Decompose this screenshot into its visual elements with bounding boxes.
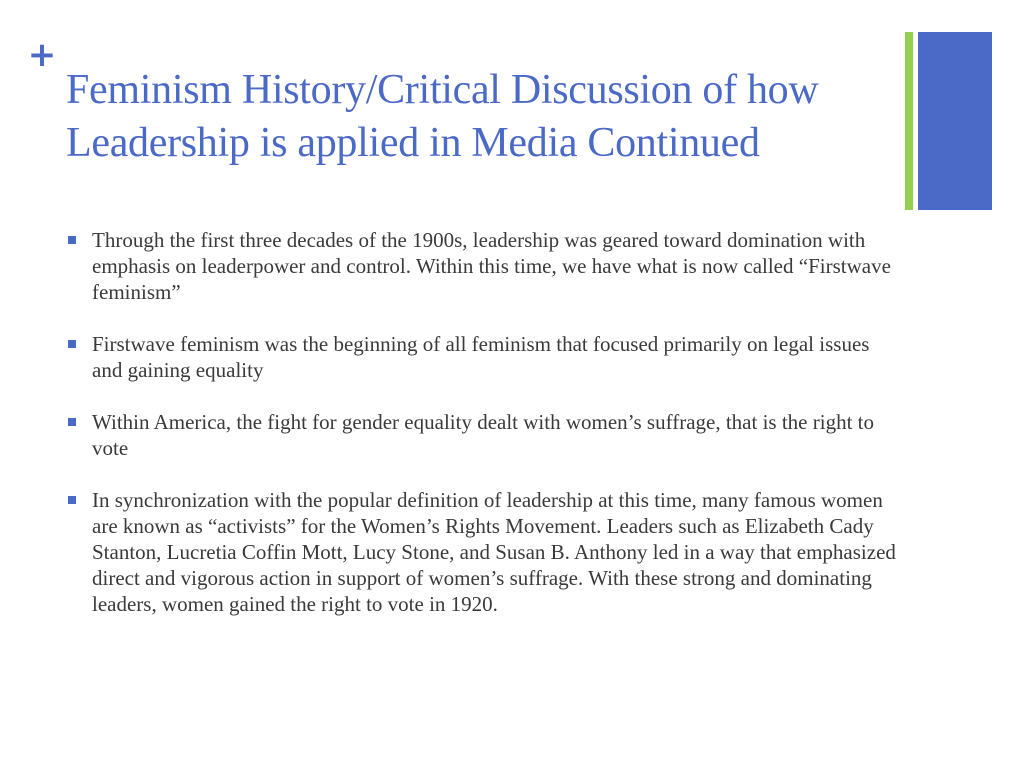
plus-icon: + (27, 35, 57, 75)
accent-bar-green (905, 32, 913, 210)
slide-title: Feminism History/Critical Discussion of how Leadership is applied in Media Continued (66, 67, 819, 166)
bullet-square-icon (68, 418, 76, 426)
bullet-list (66, 227, 896, 643)
bullet-square-icon (68, 236, 76, 244)
bullet-square-icon (68, 496, 76, 504)
accent-bar-blue (918, 32, 992, 210)
bullet-text: Within America, the fight for gender equality dealt with women’s suffrage, that is the right to vote (92, 410, 874, 460)
bullet-item (66, 409, 896, 461)
bullet-text: Through the first three decades of the 1900s, leadership was geared toward domination with emphasis on leaderpower and control. Within this time, we have what is now called “Firstwave feminism” (92, 228, 891, 304)
bullet-item (66, 487, 896, 617)
bullet-text: Firstwave feminism was the beginning of all feminism that focused primarily on legal issues and gaining equality (92, 332, 870, 382)
bullet-text: In synchronization with the popular definition of leadership at this time, many famous women are known as “activists” for the Women’s Rights Movement. Leaders such as Elizabeth Cady Stanton, Lucretia Coffin Mott, Lucy Stone, and Susan B. Anthony led in a way that emphasized direct and vigorous action in support of women’s suffrage. With these strong and dominating leaders, women gained the right to vote in 1920. (92, 488, 896, 616)
bullet-item (66, 227, 896, 305)
bullet-square-icon (68, 340, 76, 348)
bullet-item (66, 331, 896, 383)
